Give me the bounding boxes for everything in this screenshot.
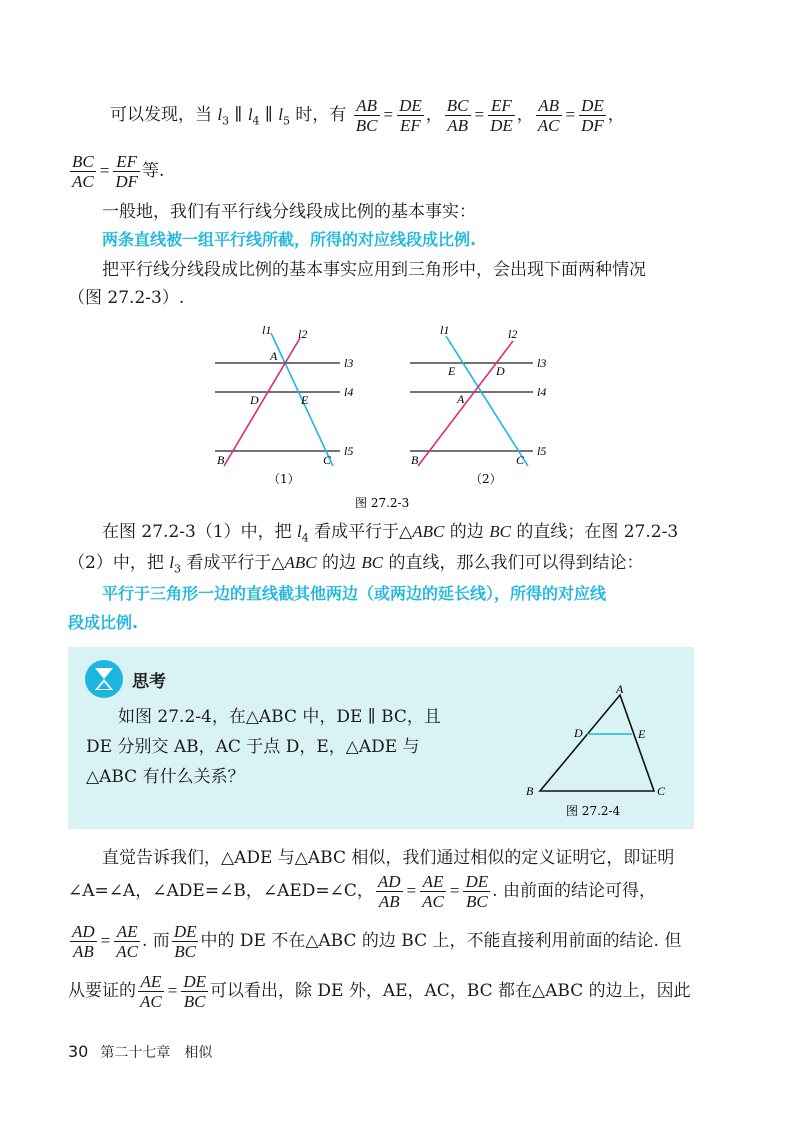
label-l5: l5 bbox=[344, 444, 354, 458]
fraction: $\frac{AB}{AC}$ bbox=[537, 96, 560, 135]
fraction: $\frac{DE}{BC}$ bbox=[183, 972, 206, 1011]
label-l5: l5 bbox=[537, 444, 547, 458]
page-number: 30 bbox=[68, 1042, 89, 1061]
think-title: 思考 bbox=[132, 672, 166, 692]
figure-27-2-4 bbox=[514, 685, 674, 825]
label-B: B bbox=[526, 784, 534, 798]
fraction: $\frac{BC}{AC}$ bbox=[72, 152, 94, 191]
para5-line2: ∠A=∠A，∠ADE=∠B，∠AED=∠C， $\frac{AD}{AB}$ = $\frac{AE}{AC}$ = $\frac{DE}{BC}$ . 由前面的结论可得， bbox=[68, 872, 656, 911]
fraction: $\frac{EF}{DE}$ bbox=[490, 96, 513, 135]
think-line2: DE 分别交 AB，AC 于点 D，E，△ADE 与 bbox=[86, 737, 420, 757]
para5-line1: 直觉告诉我们，△ADE 与△ABC 相似，我们通过相似的定义证明它，即证明 bbox=[102, 848, 675, 868]
para3-line1: 把平行线分线段成比例的基本事实应用到三角形中，会出现下面两种情况 bbox=[102, 260, 646, 280]
para4-line2: （2）中，把 $l_3$ 看成平行于△ABC 的边 BC 的直线，那么我们可以得到结论： bbox=[68, 553, 644, 576]
figure-27-2-3 bbox=[200, 318, 580, 518]
para4-line1: 在图 27.2-3（1）中，把 $l_4$ 看成平行于△ABC 的边 BC 的直线；在图 27.2-3 bbox=[102, 522, 679, 545]
think-box bbox=[68, 647, 694, 829]
fraction: $\frac{AE}{AC}$ bbox=[140, 972, 162, 1011]
para3-line2: （图 27.2-3）. bbox=[68, 288, 185, 308]
label-A: A bbox=[616, 685, 624, 696]
subcaption-2: （2） bbox=[470, 472, 502, 486]
label-l3: l3 bbox=[344, 356, 354, 370]
fraction: $\frac{EF}{DF}$ bbox=[115, 152, 138, 191]
label-l4: l4 bbox=[537, 385, 547, 399]
label-B: B bbox=[217, 453, 225, 467]
label-l4: l4 bbox=[344, 385, 354, 399]
label-C: C bbox=[657, 784, 666, 798]
fraction: $\frac{AE}{AC}$ bbox=[116, 922, 138, 961]
label-l1: l1 bbox=[262, 323, 272, 337]
label-E: E bbox=[638, 727, 646, 741]
label-B: B bbox=[411, 453, 419, 467]
label-C: C bbox=[516, 453, 525, 467]
figure-2 bbox=[410, 323, 546, 486]
fraction: $\frac{DE}{DF}$ bbox=[581, 96, 604, 135]
para1-line1: 可以发现，当 $l_3$ ∥ $l_4$ ∥ $l_5$ 时，有 $\frac{AB}{BC}$ = $\frac{DE}{EF}$ ， $\frac{BC}{AB}$ = $\frac{EF}{DE}$ ， $\frac{AB}{AC}$ = $\frac{DE}{DF}$ ， bbox=[110, 96, 625, 135]
figure-1 bbox=[215, 323, 353, 486]
subcaption-1: （1） bbox=[268, 472, 300, 486]
label-A: A bbox=[270, 349, 278, 363]
label-l1: l1 bbox=[440, 323, 450, 337]
label-A: A bbox=[457, 392, 465, 406]
line-l2 bbox=[418, 341, 513, 466]
conclusion-line1: 平行于三角形一边的直线截其他两边（或两边的延长线），所得的对应线 bbox=[102, 584, 607, 603]
figure-caption: 图 27.2-3 bbox=[355, 496, 410, 510]
line-l2 bbox=[224, 338, 300, 466]
label-D: D bbox=[250, 393, 259, 407]
figure-caption: 图 27.2-4 bbox=[566, 804, 621, 818]
fraction: $\frac{BC}{AB}$ bbox=[446, 96, 469, 135]
para2: 一般地，我们有平行线分线段成比例的基本事实： bbox=[102, 202, 476, 222]
label-l2: l2 bbox=[508, 327, 518, 341]
fraction: $\frac{AB}{BC}$ bbox=[355, 96, 378, 135]
fraction: $\frac{AD}{AB}$ bbox=[72, 922, 95, 961]
think-line3: △ABC 有什么关系？ bbox=[86, 767, 245, 787]
fraction: $\frac{AD}{AB}$ bbox=[377, 872, 401, 911]
label-E: E bbox=[301, 393, 309, 407]
fraction: $\frac{DE}{BC}$ bbox=[465, 872, 489, 911]
label-l2: l2 bbox=[298, 327, 308, 341]
label-D: D bbox=[496, 364, 505, 378]
label-D: D bbox=[574, 726, 583, 740]
label-E: E bbox=[448, 364, 456, 378]
chapter-title: 第二十七章 相似 bbox=[100, 1045, 213, 1061]
fraction: $\frac{AE}{AC}$ bbox=[422, 872, 444, 911]
para5-line3: $\frac{AD}{AB}$ = $\frac{AE}{AC}$ . 而 $\frac{DE}{BC}$ 中的 DE 不在△ABC 的边 BC 上，不能直接利用前面的结论. 但 bbox=[72, 922, 682, 961]
para5-line4: 从要证的 $\frac{AE}{AC}$ = $\frac{DE}{BC}$ 可以看出，除 DE 外，AE，AC，BC 都在△ABC 的边上，因此 bbox=[68, 972, 691, 1011]
hourglass-icon bbox=[84, 659, 124, 699]
fraction: $\frac{DE}{EF}$ bbox=[399, 96, 422, 135]
triangle-abc bbox=[540, 695, 654, 791]
page-footer bbox=[68, 1042, 212, 1062]
label-C: C bbox=[323, 453, 332, 467]
think-line1: 如图 27.2-4，在△ABC 中，DE ∥ BC，且 bbox=[118, 707, 441, 727]
label-l3: l3 bbox=[537, 356, 547, 370]
para1-line2: $\frac{BC}{AC}$ = $\frac{EF}{DF}$ 等. bbox=[72, 152, 165, 191]
fraction: $\frac{DE}{BC}$ bbox=[173, 922, 197, 961]
conclusion-line2: 段成比例. bbox=[68, 613, 139, 632]
basic-fact: 两条直线被一组平行线所截，所得的对应线段成比例. bbox=[102, 230, 477, 249]
